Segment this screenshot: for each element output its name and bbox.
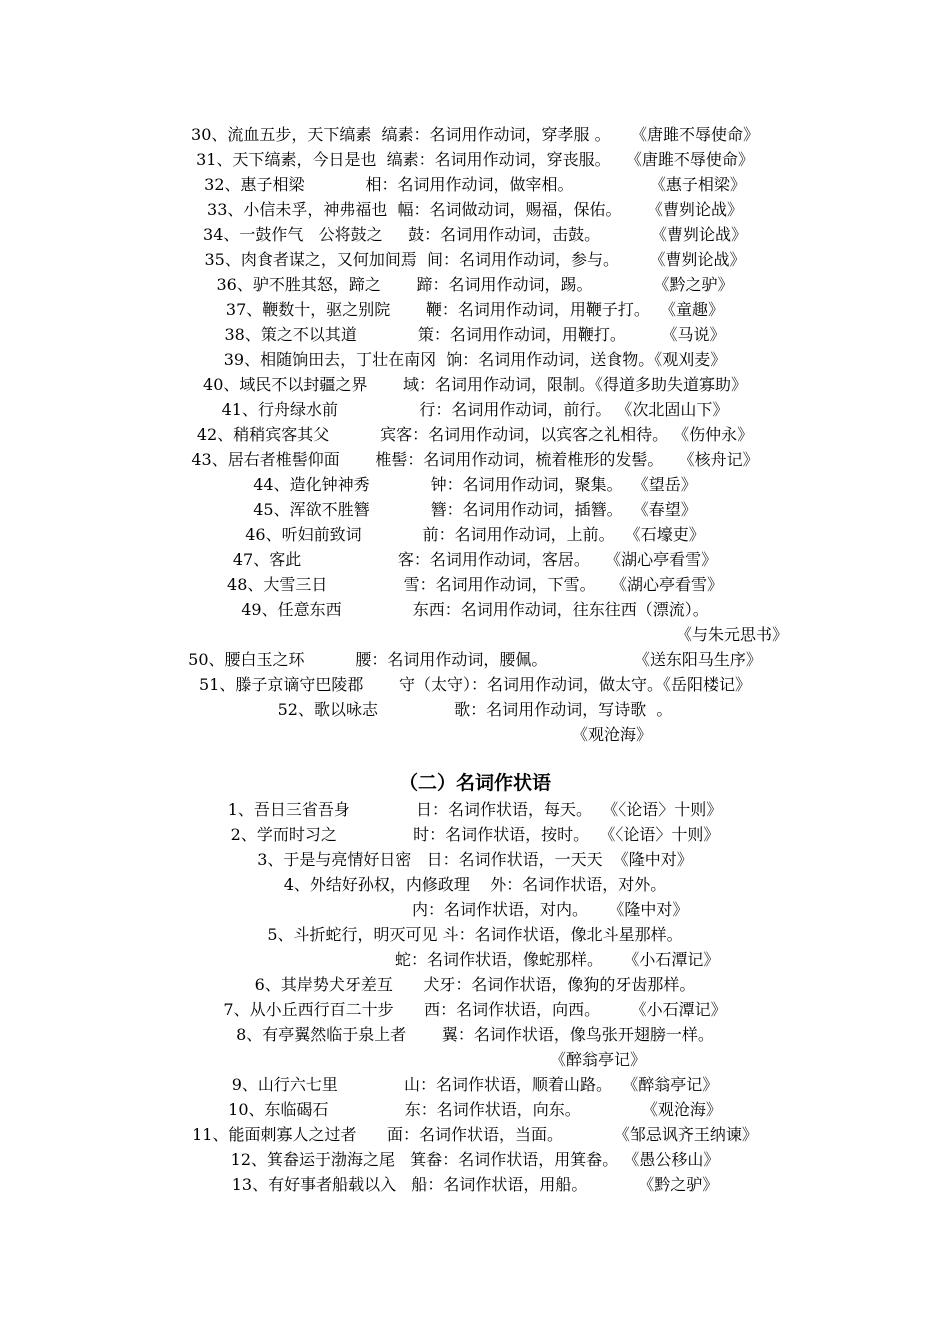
entry-line-47: 47、客此 客：名词用作动词，客居。 《湖心亭看雪》 xyxy=(232,550,718,569)
entry-line-38: 38、策之不以其道 策：名词用作动词，用鞭打。 《马说》 xyxy=(224,325,726,344)
entry-line-51: 51、滕子京谪守巴陵郡 守（太守）：名词用作动词，做太守。《岳阳楼记》 xyxy=(199,675,751,694)
adverbial-line-1: 1、吾日三省吾身 日：名词作状语，每天。 《〈论语〉十则》 xyxy=(227,800,723,819)
entry-line-49: 49、任意东西 东西：名词用作动词，往东往西（漂流）。 xyxy=(241,600,709,619)
adverbial-line-10: 10、东临碣石 东：名词作状语，向东。 《观沧海》 xyxy=(228,1100,722,1119)
entry-line-52-source: 《观沧海》 xyxy=(572,725,653,744)
entry-line-32: 32、惠子相梁 相：名词用作动词，做宰相。 《惠子相梁》 xyxy=(204,175,746,194)
adverbial-line-7: 7、从小丘西行百二十步 西：名词作状语，向西。 《小石潭记》 xyxy=(223,1000,727,1019)
entry-line-41: 41、行舟绿水前 行：名词用作动词，前行。 《次北固山下》 xyxy=(221,400,729,419)
entry-line-30: 30、流血五步，天下缟素 缟素：名词用作动词，穿孝服 。 《唐雎不辱使命》 xyxy=(191,125,759,144)
entry-line-40: 40、域民不以封疆之界 域：名词用作动词，限制。《得道多助失道寡助》 xyxy=(203,375,747,394)
adverbial-line-13: 13、有好事者船载以入 船：名词作状语，用船。 《黔之驴》 xyxy=(231,1175,719,1194)
entry-line-36: 36、驴不胜其怒，蹄之 蹄：名词用作动词，踢。 《黔之驴》 xyxy=(216,275,734,294)
entry-line-49-source: 《与朱元思书》 xyxy=(676,625,789,644)
entry-line-34: 34、一鼓作气 公将鼓之 鼓：名词用作动词，击鼓。 《曹刿论战》 xyxy=(203,225,747,244)
adverbial-line-9: 9、山行六七里 山：名词作状语，顺着山路。 《醉翁亭记》 xyxy=(231,1075,719,1094)
adverbial-line-11: 11、能面刺寡人之过者 面：名词作状语，当面。 《邹忌讽齐王纳谏》 xyxy=(192,1125,758,1144)
entry-line-39: 39、相随饷田去，丁壮在南冈 饷：名词用作动词，送食物。《观刈麦》 xyxy=(223,350,727,369)
entry-line-52: 52、歌以咏志 歌：名词用作动词，写诗歌 。 xyxy=(277,700,673,719)
entry-line-43: 43、居右者椎髻仰面 椎髻：名词用作动词，梳着椎形的发髻。 《核舟记》 xyxy=(191,450,759,469)
entry-line-48: 48、大雪三日 雪：名词用作动词，下雪。 《湖心亭看雪》 xyxy=(227,575,723,594)
entry-line-45: 45、浑欲不胜簪 簪：名词用作动词，插簪。 《春望》 xyxy=(253,500,697,519)
entry-line-35: 35、肉食者谋之，又何加间焉 间：名词用作动词，参与。 《曹刿论战》 xyxy=(204,250,746,269)
entry-line-33: 33、小信未孚，神弗福也 幅：名词做动词，赐福，保佑。 《曹刿论战》 xyxy=(207,200,743,219)
adverbial-line-5: 5、斗折蛇行，明灭可见 斗：名词作状语，像北斗星那样。 xyxy=(267,925,683,944)
adverbial-line-8: 8、有亭翼然临于泉上者 翼：名词作状语，像鸟张开翅膀一样。 xyxy=(236,1025,714,1044)
adverbial-line-4: 4、外结好孙权，内修政理 外：名词作状语，对外。 xyxy=(283,875,667,894)
entry-line-50: 50、腰白玉之环 腰：名词用作动词，腰佩。 《送东阳马生序》 xyxy=(188,650,762,669)
adverbial-line-8-source: 《醉翁亭记》 xyxy=(550,1050,647,1069)
section-heading: （二）名词作状语 xyxy=(398,772,551,794)
adverbial-line-5-cont: 蛇：名词作状语，像蛇那样。 《小石潭记》 xyxy=(395,950,720,969)
adverbial-line-4-cont: 内：名词作状语，对内。 《隆中对》 xyxy=(412,900,689,919)
entry-line-44: 44、造化钟神秀 钟：名词用作动词，聚集。 《望岳》 xyxy=(253,475,697,494)
entry-line-46: 46、听妇前致词 前：名词用作动词，上前。 《石壕吏》 xyxy=(245,525,705,544)
adverbial-line-2: 2、学而时习之 时：名词作状语，按时。 《〈论语〉十则》 xyxy=(230,825,720,844)
adverbial-line-6: 6、其岸势犬牙差互 犬牙：名词作状语，像狗的牙齿那样。 xyxy=(254,975,696,994)
adverbial-line-12: 12、箕畚运于渤海之尾 箕畚：名词作状语，用箕畚。 《愚公移山》 xyxy=(230,1150,720,1169)
adverbial-line-3: 3、于是与亮情好日密 日：名词作状语，一天天 《隆中对》 xyxy=(257,850,693,869)
entry-line-42: 42、稍稍宾客其父 宾客：名词用作动词，以宾客之礼相待。 《伤仲永》 xyxy=(196,425,754,444)
entry-line-31: 31、天下缟素，今日是也 缟素：名词用作动词，穿丧服。 《唐雎不辱使命》 xyxy=(196,150,754,169)
entry-line-37: 37、鞭数十，驱之别院 鞭：名词用作动词，用鞭子打。 《童趣》 xyxy=(225,300,725,319)
